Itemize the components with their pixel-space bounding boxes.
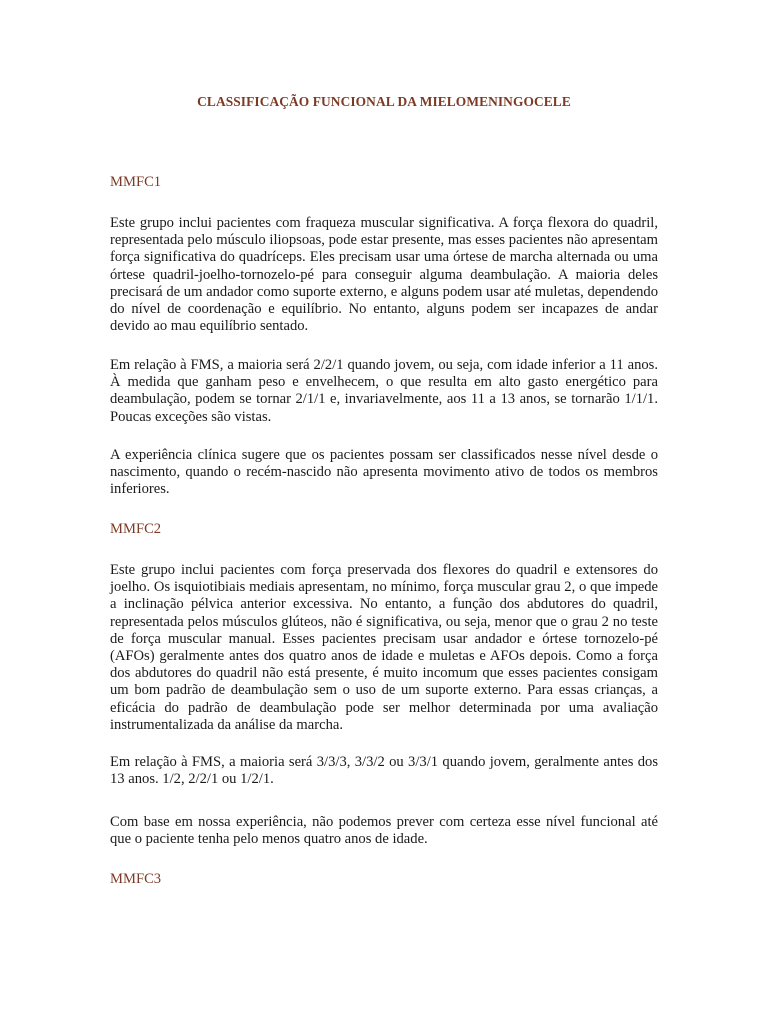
paragraph-mmfc2-3: Com base em nossa experiência, não podemos prever com certeza esse nível funcional até que o paciente tenha pelo menos quatro anos de idade.	[110, 814, 658, 848]
paragraph-mmfc1-1: Este grupo inclui pacientes com fraqueza muscular significativa. A força flexora do quadril, representada pelo músculo iliopsoas, pode estar presente, mas esses pacientes não apresentam força significativa do quadríceps. Eles precisam usar uma órtese de marcha alternada ou uma órtese quadril-joelho-tornozelo-pé para conseguir alguma deambulação. A maioria deles precisará de um andador como suporte externo, e alguns podem usar até muletas, dependendo do nível de coordenação e equilíbrio. No entanto, alguns podem ser incapazes de andar devido ao mau equilíbrio sentado.	[110, 215, 658, 335]
section-heading-mmfc3: MMFC3	[110, 871, 162, 887]
paragraph-mmfc2-1: Este grupo inclui pacientes com força preservada dos flexores do quadril e extensores do joelho. Os isquiotibiais mediais apresentam, no mínimo, força muscular grau 2, o que impede a inclinação pélvica anterior excessiva. No entanto, a função dos abdutores do quadril, representada pelos músculos glúteos, não é significativa, ou seja, menor que o grau 2 no teste de força muscular manual. Esses pacientes precisam usar andador e órtese tornozelo-pé (AFOs) geralmente antes dos quatro anos de idade e muletas e AFOs depois. Como a força dos abdutores do quadril não está presente, é muito incomum que esses pacientes consigam um bom padrão de deambulação sem o uso de um suporte externo. Para essas crianças, a eficácia do padrão de deambulação pode ser melhor determinada por uma avaliação instrumentalizada da análise da marcha.	[110, 562, 658, 733]
document-title: CLASSIFICAÇÃO FUNCIONAL DA MIELOMENINGOCELE	[197, 94, 571, 109]
section-heading-mmfc2: MMFC2	[110, 521, 162, 537]
section-heading-mmfc1: MMFC1	[110, 174, 162, 190]
paragraph-mmfc1-2: Em relação à FMS, a maioria será 2/2/1 quando jovem, ou seja, com idade inferior a 11 anos. À medida que ganham peso e envelhecem, o que resulta em alto gasto energético para deambulação, podem se tornar 2/1/1 e, invariavelmente, aos 11 a 13 anos, se tornarão 1/1/1. Poucas exceções são vistas.	[110, 357, 658, 425]
paragraph-mmfc2-2: Em relação à FMS, a maioria será 3/3/3, 3/3/2 ou 3/3/1 quando jovem, geralmente antes dos 13 anos. 1/2, 2/2/1 ou 1/2/1.	[110, 754, 658, 788]
paragraph-mmfc1-3: A experiência clínica sugere que os pacientes possam ser classificados nesse nível desde o nascimento, quando o recém-nascido não apresenta movimento ativo de todos os membros inferiores.	[110, 447, 658, 498]
